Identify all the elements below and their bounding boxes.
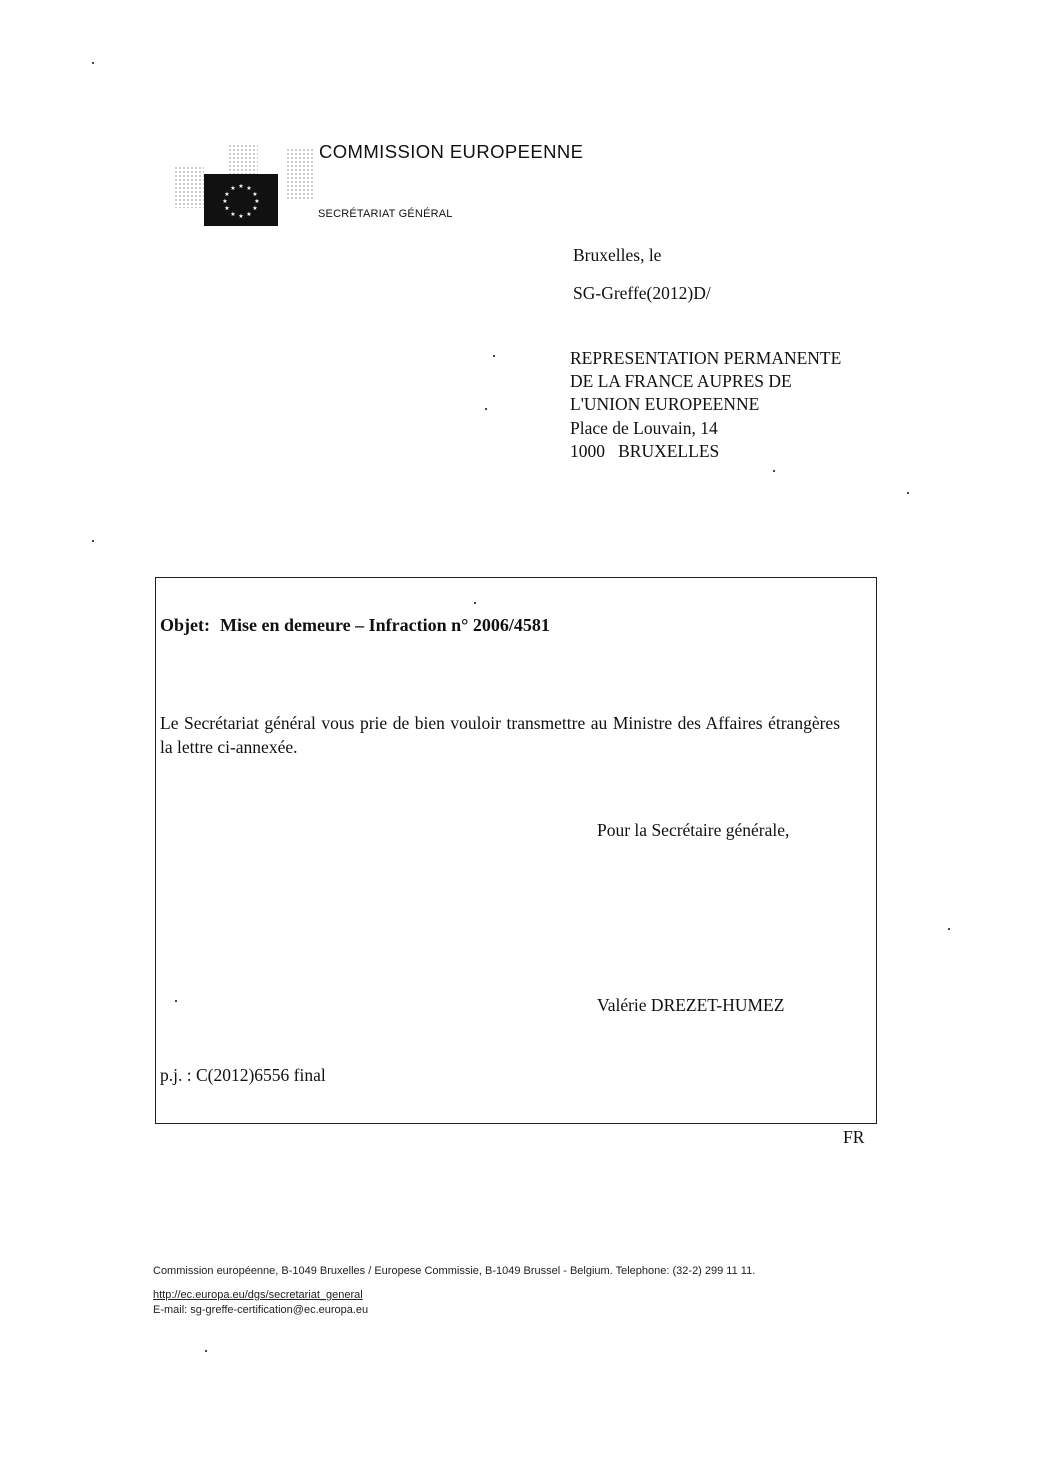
- scan-speck: [92, 62, 94, 64]
- language-code: FR: [843, 1127, 865, 1147]
- svg-text:★: ★: [238, 213, 244, 220]
- svg-text:★: ★: [252, 205, 258, 212]
- svg-text:★: ★: [252, 191, 258, 198]
- scan-speck: [92, 540, 94, 542]
- svg-text:★: ★: [224, 191, 230, 198]
- scan-speck: [948, 928, 950, 930]
- logo-halftone-left: [174, 166, 204, 208]
- scan-speck: [907, 492, 909, 494]
- recipient-line: REPRESENTATION PERMANENTE: [570, 348, 842, 368]
- logo-halftone-right: [286, 148, 314, 200]
- recipient-line: DE LA FRANCE AUPRES DE: [570, 371, 792, 392]
- department-name: SECRÉTARIAT GÉNÉRAL: [318, 208, 453, 220]
- svg-text:★: ★: [230, 211, 236, 218]
- subject-text: Mise en demeure – Infraction n° 2006/4581: [219, 615, 550, 635]
- svg-text:★: ★: [230, 185, 236, 192]
- recipient-line: Place de Louvain, 14: [570, 417, 718, 438]
- logo-halftone-top: [228, 144, 258, 174]
- letter-frame: [155, 577, 877, 1124]
- reference-number: SG-Greffe(2012)D/: [573, 283, 711, 303]
- subject-line: [160, 615, 550, 636]
- eu-logo: [168, 138, 318, 233]
- svg-text:★: ★: [222, 198, 228, 205]
- date-line: Bruxelles, le: [573, 245, 662, 265]
- recipient-address: [570, 347, 841, 463]
- svg-text:★: ★: [254, 198, 260, 205]
- closing-line: Pour la Secrétaire générale,: [597, 820, 790, 840]
- scan-speck: [474, 602, 476, 604]
- letter-body: Le Secrétariat général vous prie de bien vouloir transmettre au Ministre des Affaires étrangères la lettre ci-annexée.: [160, 713, 840, 757]
- footer-url-link[interactable]: http://ec.europa.eu/dgs/secretariat_general: [153, 1289, 363, 1301]
- footer-address: Commission européenne, B-1049 Bruxelles / Europese Commissie, B-1049 Brussel - Belgium. Telephone: (32-2) 299 11 11.: [153, 1265, 756, 1277]
- eu-flag-stars: [204, 174, 278, 226]
- svg-text:★: ★: [224, 205, 230, 212]
- eu-flag-icon: [204, 174, 278, 226]
- recipient-line: L'UNION EUROPEENNE: [570, 394, 760, 415]
- subject-label: Objet:: [160, 615, 210, 635]
- scan-speck: [175, 1000, 177, 1002]
- scan-speck: [205, 1350, 207, 1352]
- scan-speck: [773, 470, 775, 472]
- scan-speck: [485, 408, 487, 410]
- signatory-name: Valérie DREZET-HUMEZ: [597, 995, 785, 1015]
- recipient-line: 1000 BRUXELLES: [570, 440, 720, 461]
- svg-text:★: ★: [246, 211, 252, 218]
- institution-name: COMMISSION EUROPEENNE: [319, 141, 584, 162]
- svg-text:★: ★: [246, 185, 252, 192]
- svg-text:★: ★: [238, 183, 244, 190]
- scan-speck: [493, 355, 495, 357]
- attachment-reference: p.j. : C(2012)6556 final: [160, 1065, 326, 1085]
- footer-email: E-mail: sg-greffe-certification@ec.europa.eu: [153, 1304, 369, 1316]
